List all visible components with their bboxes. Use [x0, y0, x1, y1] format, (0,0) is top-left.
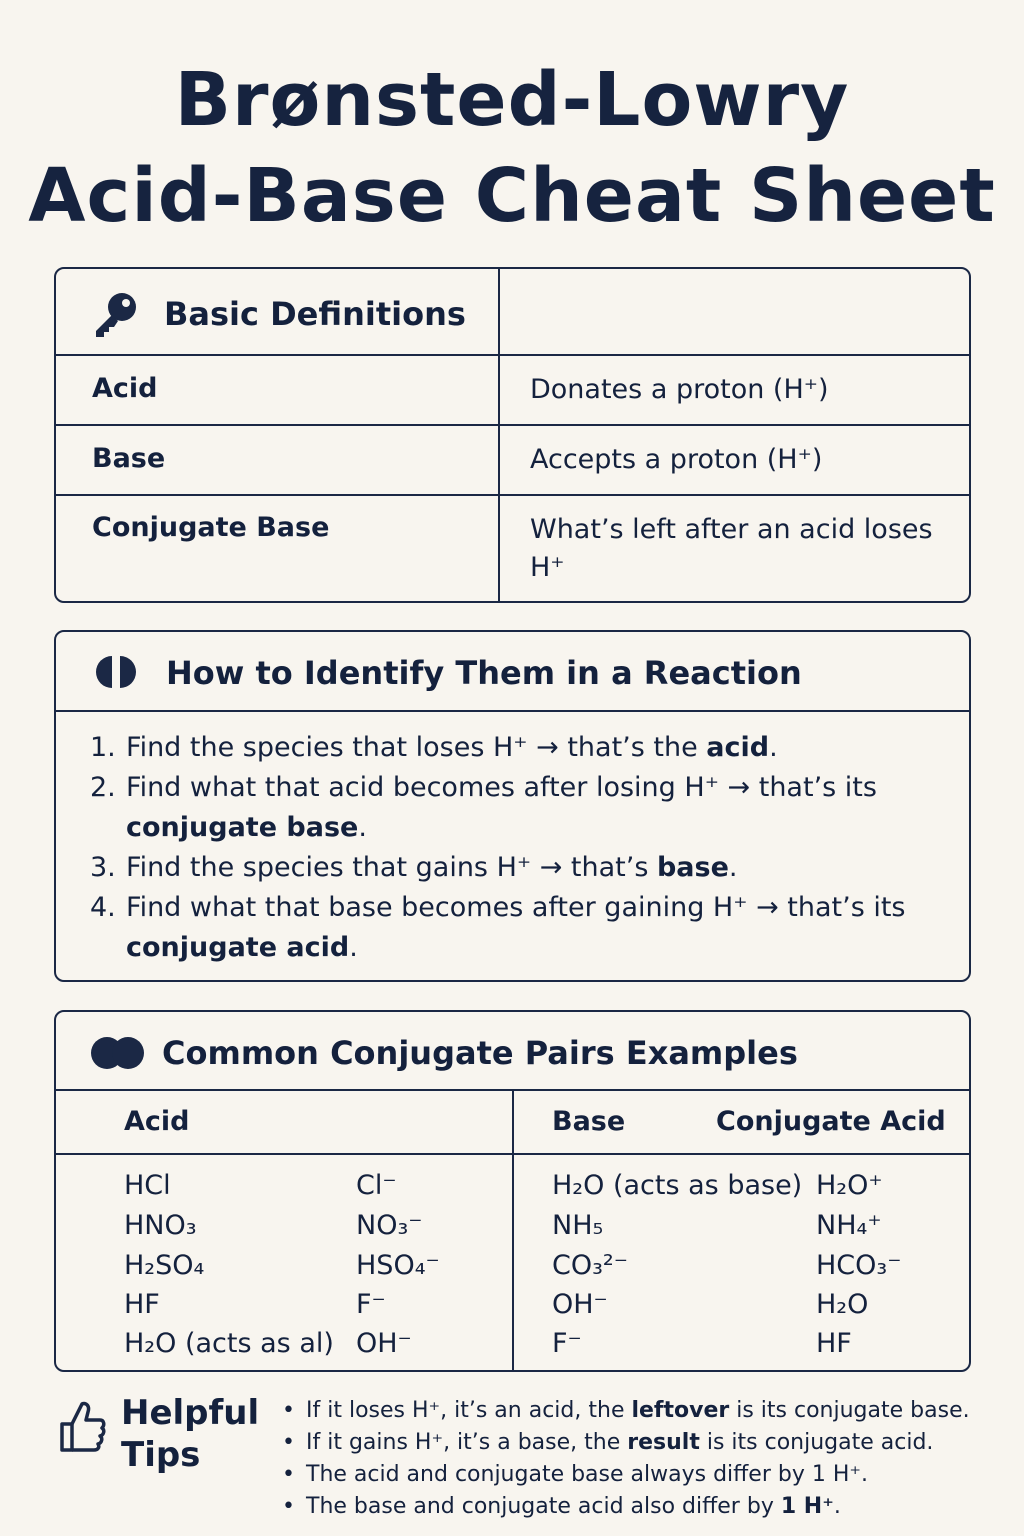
two-circles-icon [90, 1036, 148, 1074]
acid-cell: H₂SO₄ [124, 1250, 205, 1281]
step-number: 1. [90, 732, 116, 763]
list-item [90, 848, 949, 888]
step-number: 4. [90, 892, 116, 923]
step-punct: . [349, 932, 358, 963]
tip-text-end: . [833, 1494, 841, 1519]
page-title [0, 52, 1024, 244]
term-base: Base [92, 443, 166, 474]
base-cell: NH₅ [552, 1210, 604, 1241]
tip-keyword: result [627, 1430, 700, 1455]
step-number: 3. [90, 852, 116, 883]
column-header-base: Base [552, 1106, 626, 1137]
list-item [90, 728, 949, 768]
tip-text-end: is its conjugate base. [729, 1398, 970, 1423]
step-keyword: conjugate base [126, 812, 359, 843]
step-text: Find the species that loses H⁺ → that’s the [126, 732, 707, 763]
acid-cell: HF [124, 1289, 160, 1320]
tip-text: The base and conjugate acid also differ by [306, 1494, 781, 1519]
conjugate-base-cell: F⁻ [356, 1289, 386, 1320]
acid-cell: HCl [124, 1170, 171, 1201]
step-text: Find what that base becomes after gaining H⁺ → that’s its [126, 892, 906, 923]
step-text: Find the species that gains H⁺ → that’s [126, 852, 657, 883]
tip-text: If it loses H⁺, it’s an acid, the [306, 1398, 632, 1423]
table-row [56, 356, 969, 426]
list-item: • The base and conjugate acid also differ by 1 H⁺. [282, 1494, 841, 1519]
definitions-header [56, 269, 969, 356]
list-item [90, 888, 949, 968]
pairs-header [56, 1012, 969, 1091]
list-item: • If it gains H⁺, it’s a base, the result is its conjugate acid. [282, 1430, 934, 1455]
conjugate-acid-cell: NH₄⁺ [816, 1210, 882, 1241]
title-line-2: Acid-Base Cheat Sheet [28, 153, 996, 239]
step-keyword: base [656, 852, 729, 883]
base-cell: OH⁻ [552, 1289, 608, 1320]
list-item [90, 768, 949, 848]
thumbs-up-icon [58, 1398, 106, 1458]
identify-card [54, 630, 971, 982]
tip-keyword: leftover [631, 1398, 730, 1423]
list-item: • The acid and conjugate base always differ by 1 H⁺. [282, 1462, 868, 1487]
step-text: Find what that acid becomes after losing H⁺ → that’s its [126, 772, 877, 803]
step-number: 2. [90, 772, 116, 803]
definitions-card [54, 267, 971, 603]
tips-list [282, 1395, 970, 1523]
conjugate-base-cell: NO₃⁻ [356, 1210, 423, 1241]
title-line-1: Brønsted-Lowry [174, 57, 850, 143]
tip-text-end: is its conjugate acid. [699, 1430, 934, 1455]
definition-base: Accepts a proton (H⁺) [530, 444, 823, 475]
column-header-acid: Acid [124, 1106, 190, 1137]
conjugate-base-cell: Cl⁻ [356, 1170, 397, 1201]
term-conjugate-base: Conjugate Base [92, 512, 330, 543]
conjugate-acid-cell: HF [816, 1328, 852, 1359]
term-acid: Acid [92, 373, 158, 404]
definition-conjugate-base: What’s left after an acid loses H⁺ [530, 514, 933, 583]
identify-header [56, 632, 969, 712]
column-divider [512, 1091, 514, 1370]
conjugate-acid-cell: HCO₃⁻ [816, 1250, 902, 1281]
table-row [56, 496, 969, 602]
base-cell: CO₃²⁻ [552, 1250, 629, 1281]
identify-heading: How to Identify Them in a Reaction [166, 654, 802, 692]
base-cell: H₂O (acts as base) [552, 1170, 803, 1201]
tips-heading: Helpful Tips [121, 1393, 260, 1475]
definition-acid: Donates a proton (H⁺) [530, 374, 829, 405]
table-row [56, 426, 969, 496]
base-cell: F⁻ [552, 1328, 582, 1359]
column-header-conjugate-acid: Conjugate Acid [716, 1106, 946, 1137]
list-item: • If it loses H⁺, it’s an acid, the leftover is its conjugate base. [282, 1398, 970, 1423]
conjugate-base-cell: HSO₄⁻ [356, 1250, 440, 1281]
tip-keyword: 1 H⁺ [780, 1494, 834, 1519]
conjugate-acid-cell: H₂O [816, 1289, 869, 1320]
step-punct: . [769, 732, 778, 763]
step-keyword: conjugate acid [126, 932, 350, 963]
step-keyword: acid [706, 732, 770, 763]
step-punct: . [358, 812, 367, 843]
conjugate-acid-cell: H₂O⁺ [816, 1170, 883, 1201]
step-punct: . [728, 852, 738, 883]
tip-text: The acid and conjugate base always differ by 1 H⁺. [306, 1462, 868, 1487]
acid-cell: HNO₃ [124, 1210, 197, 1241]
pairs-heading: Common Conjugate Pairs Examples [162, 1034, 798, 1072]
steps-list [90, 728, 949, 968]
definitions-heading: Basic Definitions [164, 295, 466, 333]
tip-text: If it gains H⁺, it’s a base, the [306, 1430, 628, 1455]
key-icon [90, 291, 140, 341]
pairs-card [54, 1010, 971, 1372]
conjugate-base-cell: OH⁻ [356, 1328, 412, 1359]
split-circle-icon [92, 654, 142, 694]
acid-cell: H₂O (acts as al) [124, 1328, 334, 1359]
